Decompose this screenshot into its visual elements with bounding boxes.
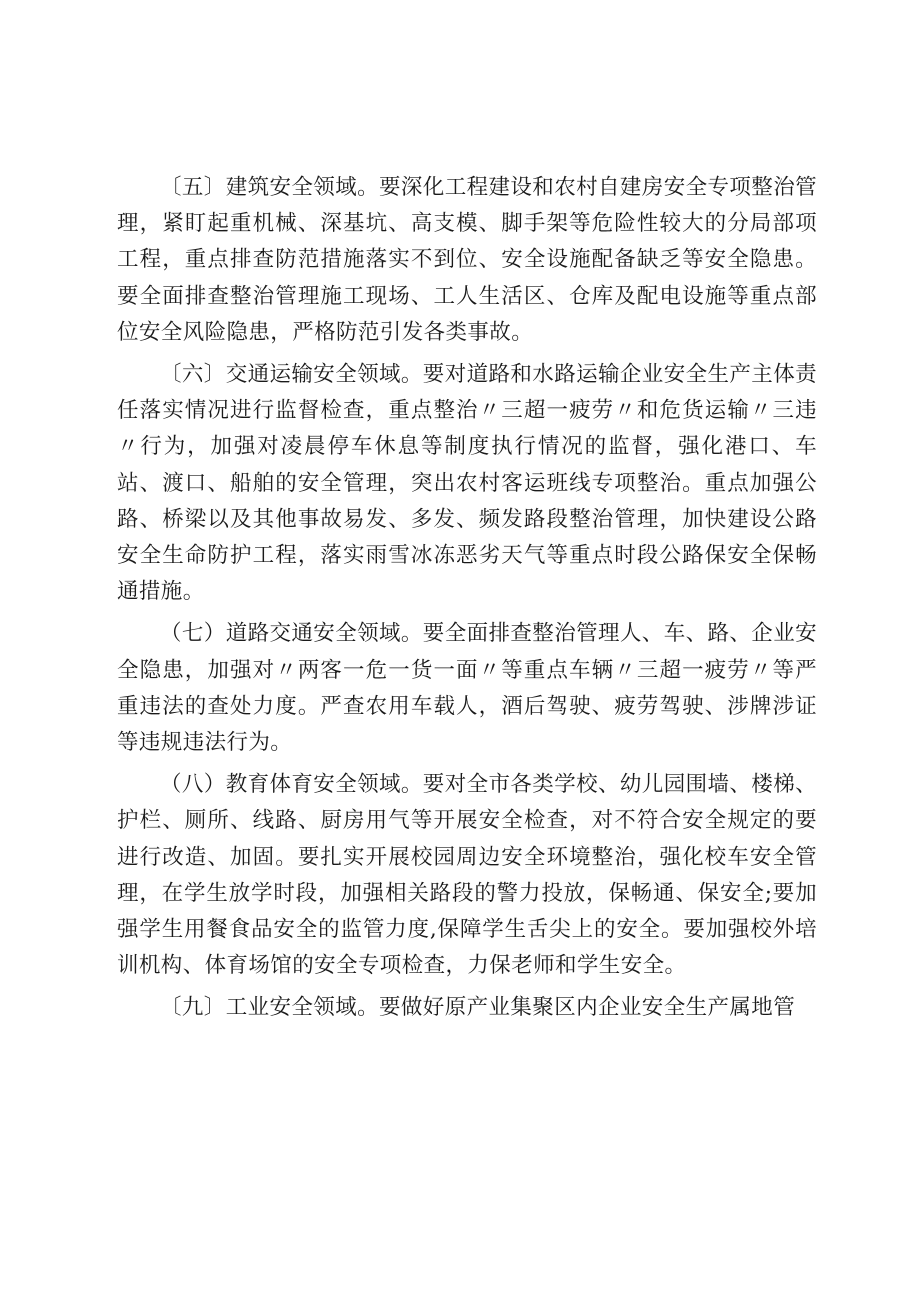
paragraph-road-traffic-safety: （七）道路交通安全领域。要全面排查整治管理人、车、路、企业安全隐患，加强对〃两客一危一货一面〃等重点车辆〃三超一疲劳〃等严重违法的查处力度。严查农用车载人，酒后驾驶、疲劳驾驶、涉牌涉证等违规违法行为。	[117, 621, 818, 756]
document-body	[117, 170, 817, 1033]
paragraph-education-sports-safety: （八）教育体育安全领域。要对全市各类学校、幼儿园围墙、楼梯、护栏、厕所、线路、厨房用气等开展安全检查，对不符合安全规定的要进行改造、加固。要扎实开展校园周边安全环境整治，强化校车安全管理，在学生放学时段，加强相关路段的警力投放，保畅通、保安全;要加强学生用餐食品安全的监管力度,保障学生舌尖上的安全。要加强校外培训机构、体育场馆的安全专项检查，力保老师和学生安全。	[117, 772, 818, 979]
paragraph-construction-safety: 〔五〕建筑安全领域。要深化工程建设和农村自建房安全专项整治管理，紧盯起重机械、深基坑、高支模、脚手架等危险性较大的分局部项工程，重点排查防范措施落实不到位、安全设施配备缺乏等安全隐患。要全面排查整治管理施工现场、工人生活区、仓库及配电设施等重点部位安全风险隐患，严格防范引发各类事故。	[117, 175, 818, 345]
paragraph-industrial-safety: 〔九〕工业安全领域。要做好原产业集聚区内企业安全生产属地管	[160, 995, 796, 1021]
paragraph-transport-safety: 〔六〕交通运输安全领域。要对道路和水路运输企业安全生产主体责任落实情况进行监督检查，重点整治〃三超一疲劳〃和危货运输〃三违〃行为，加强对凌晨停车休息等制度执行情况的监督，强化港口、车站、渡口、船舶的安全管理，突出农村客运班线专项整治。重点加强公路、桥梁以及其他事故易发、多发、频发路段整治管理，加快建设公路安全生命防护工程，落实雨雪冰冻恶劣天气等重点时段公路保安全保畅通措施。	[117, 362, 818, 605]
